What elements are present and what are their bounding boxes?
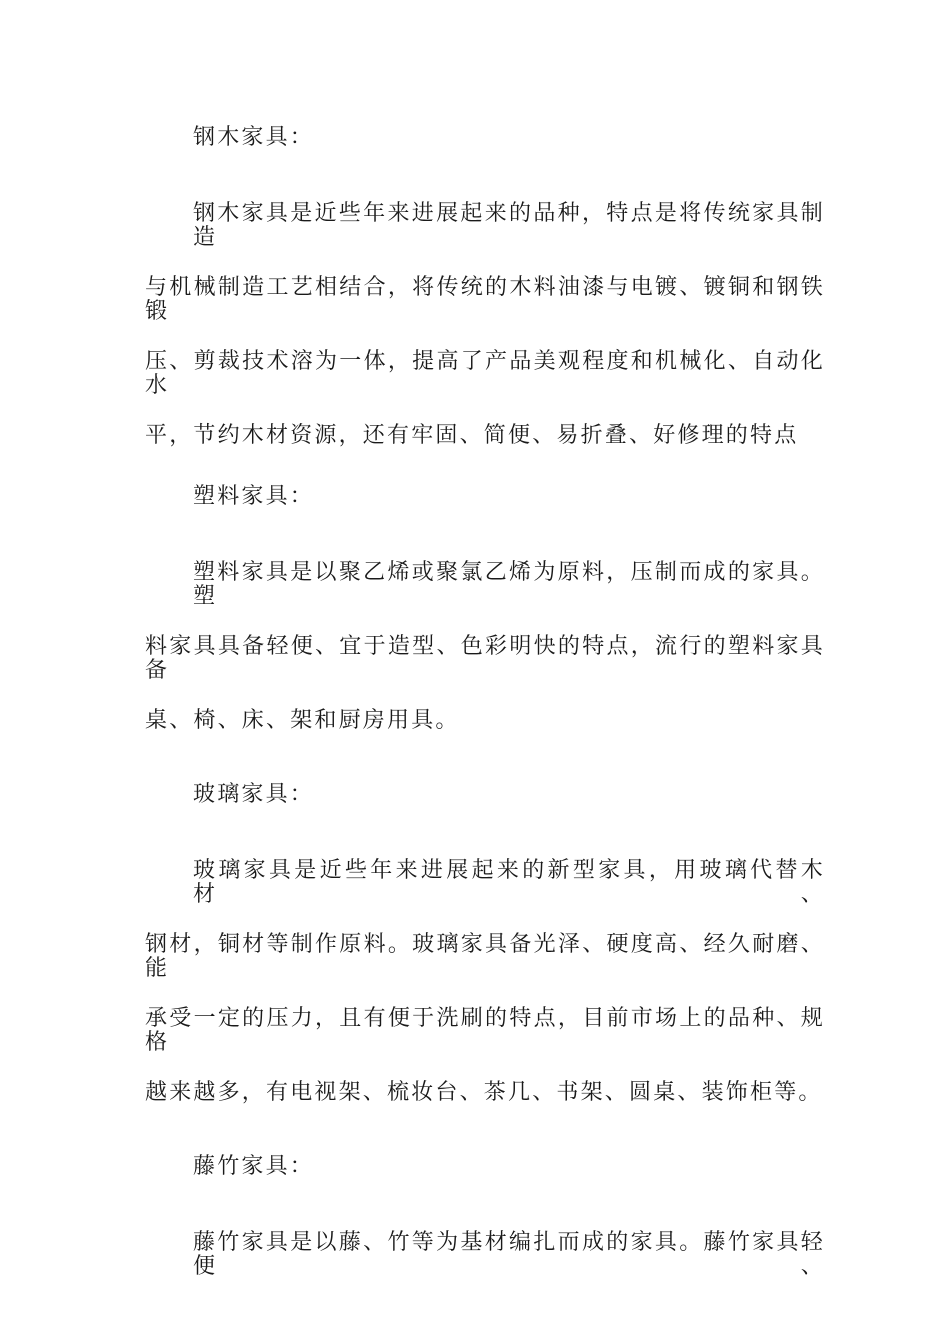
paragraph-line: 钢木家具是近些年来进展起来的品种，特点是将传统家具制造 — [193, 201, 825, 250]
paragraph-line: 越来越多，有电视架、梳妆台、茶几、书架、圆桌、装饰柜等。 — [145, 1080, 823, 1105]
section-heading: 玻璃家具： — [193, 782, 315, 807]
paragraph-line: 承受一定的压力，且有便于洗刷的特点，目前市场上的品种、规格 — [145, 1006, 825, 1055]
paragraph-line: 藤竹家具是以藤、竹等为基材编扎而成的家具。藤竹家具轻便、 — [193, 1230, 825, 1279]
paragraph-line: 压、剪裁技术溶为一体，提高了产品美观程度和机械化、自动化水 — [145, 349, 825, 398]
paragraph-line: 平，节约木材资源，还有牢固、简便、易折叠、好修理的特点 — [145, 423, 799, 448]
section-heading: 藤竹家具： — [193, 1154, 315, 1179]
section-heading: 钢木家具： — [193, 125, 315, 150]
paragraph-line: 玻璃家具是近些年来进展起来的新型家具，用玻璃代替木材、 — [193, 858, 825, 907]
paragraph-line: 桌、椅、床、架和厨房用具。 — [145, 708, 460, 733]
paragraph-line: 塑料家具是以聚乙烯或聚氯乙烯为原料，压制而成的家具。塑 — [193, 560, 825, 609]
document-body — [145, 125, 825, 1279]
paragraph-line: 料家具具备轻便、宜于造型、色彩明快的特点，流行的塑料家具备 — [145, 634, 825, 683]
paragraph-line: 钢材，铜材等制作原料。玻璃家具备光泽、硬度高、经久耐磨、能 — [145, 932, 825, 981]
paragraph-line: 与机械制造工艺相结合，将传统的木料油漆与电镀、镀铜和钢铁锻 — [145, 275, 825, 324]
section-heading: 塑料家具： — [193, 484, 315, 509]
